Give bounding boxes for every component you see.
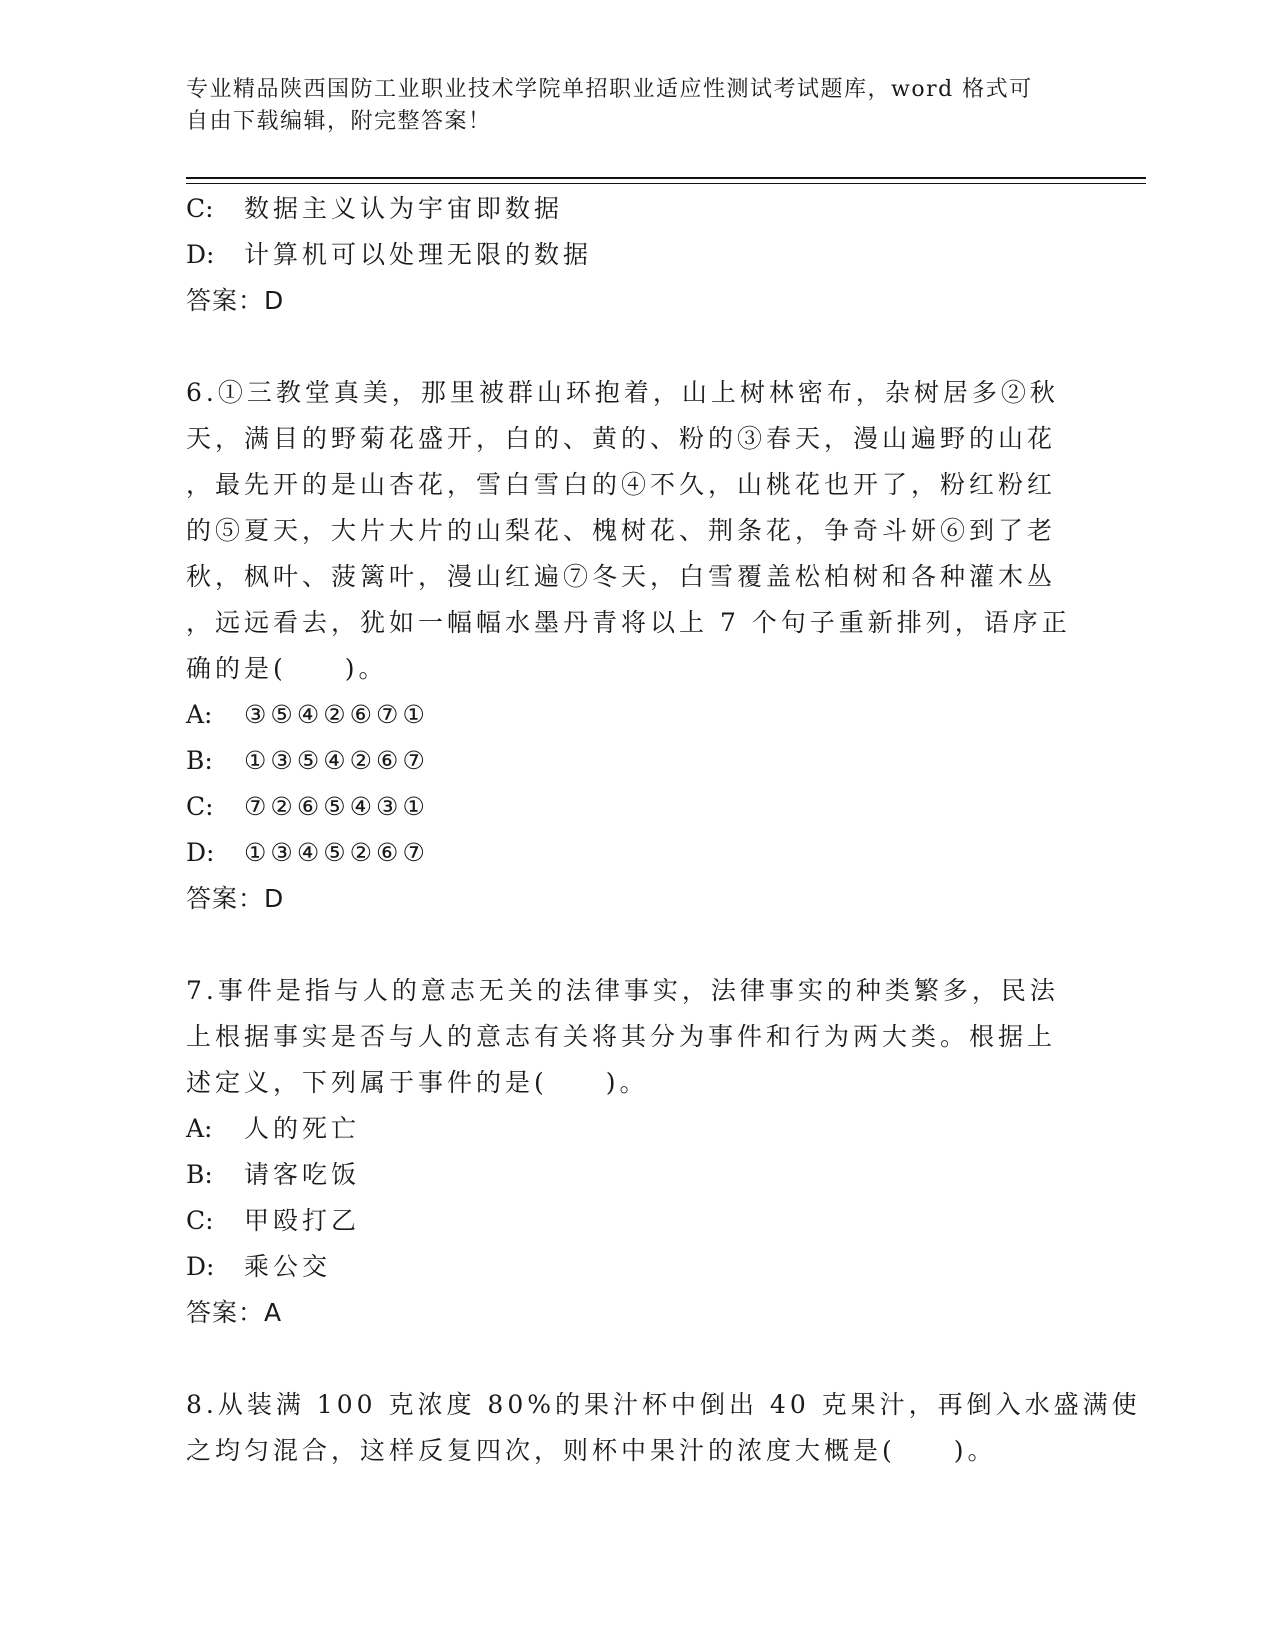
page-header (186, 74, 1066, 138)
stem-line: 8.从装满 100 克浓度 80%的果汁杯中倒出 40 克果汁，再倒入水盛满使 (186, 1390, 1141, 1419)
option-letter: C: (186, 1206, 214, 1235)
header-line-2: 自由下载编辑，附完整答案！ (186, 109, 492, 134)
stem-line: 6.①三教堂真美，那里被群山环抱着，山上树林密布，杂树居多②秋 (186, 378, 1059, 407)
spacer (186, 324, 1086, 370)
option-text: ⑦②⑥⑤④③① (244, 792, 429, 821)
answer-line: 答案：A (186, 1298, 283, 1327)
document-body (186, 186, 1141, 1474)
option-text: 人的死亡 (244, 1114, 361, 1143)
option-c (186, 186, 1086, 232)
header-divider-thin (186, 183, 1146, 184)
question-stem (186, 1382, 1141, 1474)
option-a (186, 1106, 1086, 1152)
answer-line: 答案：D (186, 884, 285, 913)
option-letter: A: (186, 700, 213, 729)
option-d (186, 830, 1086, 876)
spacer (186, 1336, 1086, 1382)
question-5 (186, 186, 1086, 324)
option-c (186, 1198, 1086, 1244)
stem-line: 天，满目的野菊花盛开，白的、黄的、粉的③春天，漫山遍野的山花 (186, 424, 1057, 453)
stem-line: 7.事件是指与人的意志无关的法律事实，法律事实的种类繁多，民法 (186, 976, 1059, 1005)
option-text: 数据主义认为宇宙即数据 (244, 194, 564, 223)
stem-line: 的⑤夏天，大片大片的山梨花、槐树花、荆条花，争奇斗妍⑥到了老 (186, 516, 1057, 545)
option-letter: D: (186, 838, 215, 867)
option-text: 甲殴打乙 (244, 1206, 361, 1235)
option-text: ①③④⑤②⑥⑦ (244, 838, 429, 867)
spacer (186, 922, 1086, 968)
question-8 (186, 1382, 1141, 1474)
option-letter: D: (186, 1252, 215, 1281)
option-letter: D: (186, 240, 215, 269)
option-text: ③⑤④②⑥⑦① (244, 700, 429, 729)
option-letter: C: (186, 194, 214, 223)
header-divider-thick (186, 177, 1146, 179)
option-d (186, 232, 1086, 278)
option-text: 计算机可以处理无限的数据 (244, 240, 593, 269)
option-letter: A: (186, 1114, 213, 1143)
option-c (186, 784, 1086, 830)
option-a (186, 692, 1086, 738)
stem-line: ，远远看去，犹如一幅幅水墨丹青将以上 7 个句子重新排列，语序正 (186, 608, 1071, 637)
stem-line: 上根据事实是否与人的意志有关将其分为事件和行为两大类。根据上 (186, 1022, 1057, 1051)
option-text: ①③⑤④②⑥⑦ (244, 746, 429, 775)
option-b (186, 738, 1086, 784)
stem-line: 确的是( )。 (186, 654, 388, 683)
option-letter: C: (186, 792, 214, 821)
stem-line: 秋，枫叶、菠篱叶，漫山红遍⑦冬天，白雪覆盖松柏树和各种灌木丛 (186, 562, 1057, 591)
question-stem (186, 370, 1086, 692)
option-letter: B: (186, 746, 213, 775)
stem-line: 之均匀混合，这样反复四次，则杯中果汁的浓度大概是( )。 (186, 1436, 997, 1465)
option-letter: B: (186, 1160, 213, 1189)
header-line-1: 专业精品陕西国防工业职业技术学院单招职业适应性测试考试题库，word 格式可 (186, 77, 1033, 102)
answer-line: 答案：D (186, 286, 285, 315)
option-text: 乘公交 (244, 1252, 332, 1281)
question-7 (186, 968, 1086, 1336)
question-stem (186, 968, 1086, 1106)
option-b (186, 1152, 1086, 1198)
stem-line: ，最先开的是山杏花，雪白雪白的④不久，山桃花也开了，粉红粉红 (186, 470, 1057, 499)
question-6 (186, 370, 1086, 922)
option-text: 请客吃饭 (244, 1160, 361, 1189)
stem-line: 述定义，下列属于事件的是( )。 (186, 1068, 649, 1097)
option-d (186, 1244, 1086, 1290)
